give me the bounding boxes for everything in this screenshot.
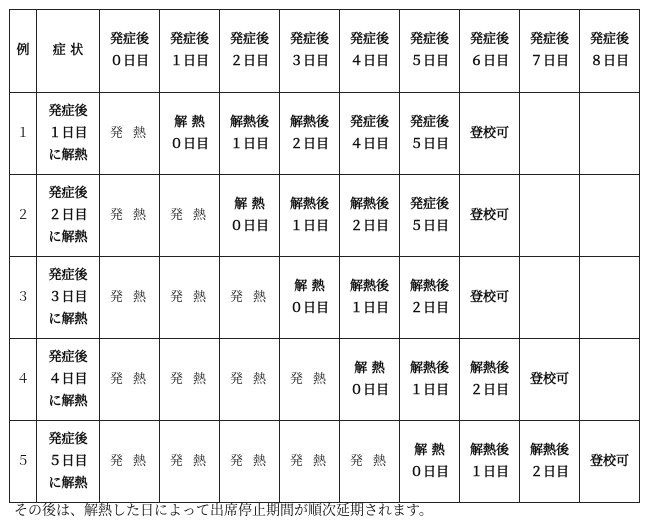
header-day-4 <box>340 10 400 93</box>
example-number: ４ <box>10 339 37 421</box>
attendance-suspension-table <box>9 9 640 503</box>
table-row <box>10 257 640 339</box>
fever-cell <box>220 421 280 503</box>
cell-line: 発 熱 <box>109 371 150 387</box>
cell-line: 発 熱 <box>229 453 270 469</box>
cell-line: 発症後 <box>229 32 269 47</box>
cell-line: １日目 <box>289 218 329 234</box>
table-row <box>10 421 640 503</box>
header-day-1 <box>160 10 220 93</box>
header-day-0 <box>100 10 160 93</box>
cell-line: 発症後 <box>469 32 509 47</box>
cell-line: 発 熱 <box>169 371 210 387</box>
status-cell <box>520 339 580 421</box>
cell-line: 発症後 <box>589 32 629 47</box>
status-cell <box>580 421 640 503</box>
cell-line: 解 熱 <box>234 196 265 212</box>
status-cell <box>340 339 400 421</box>
cell-line: ７日目 <box>529 54 569 69</box>
status-cell <box>460 421 520 503</box>
cell-line: 発 熱 <box>289 371 330 387</box>
cell-line: 登校可 <box>529 371 569 387</box>
cell-line: 解 熱 <box>354 360 385 376</box>
cell-line: ４日目 <box>48 371 88 387</box>
fever-cell <box>220 257 280 339</box>
cell-line: 解熱後 <box>529 442 569 458</box>
cell-line: １日目 <box>169 54 209 69</box>
status-cell <box>280 257 340 339</box>
cell-line: 登校可 <box>469 207 509 223</box>
empty-cell <box>580 339 640 421</box>
example-number: ３ <box>10 257 37 339</box>
status-cell <box>220 175 280 257</box>
cell-line: ０日目 <box>169 136 209 152</box>
symptom-cell <box>37 339 100 421</box>
cell-line: 発症後 <box>529 32 569 47</box>
fever-cell <box>340 421 400 503</box>
cell-line: 解 熱 <box>174 114 205 130</box>
cell-line: ５日目 <box>409 136 449 152</box>
cell-line: 解熱後 <box>409 360 449 376</box>
cell-line: に解熱 <box>48 229 88 245</box>
fever-cell <box>160 339 220 421</box>
cell-line: 解熱後 <box>289 196 329 212</box>
fever-cell <box>100 93 160 175</box>
cell-line: 発症後 <box>349 114 389 130</box>
cell-line: ０日目 <box>349 382 389 398</box>
cell-line: ３日目 <box>289 54 329 69</box>
cell-line: 登校可 <box>589 453 629 469</box>
status-cell <box>340 93 400 175</box>
status-cell <box>400 421 460 503</box>
fever-cell <box>160 421 220 503</box>
fever-cell <box>280 421 340 503</box>
status-cell <box>460 93 520 175</box>
header-row <box>10 10 640 93</box>
fever-cell <box>100 421 160 503</box>
cell-line: 登校可 <box>469 125 509 141</box>
cell-line: 発症後 <box>289 32 329 47</box>
example-number: ５ <box>10 421 37 503</box>
fever-cell <box>100 339 160 421</box>
cell-line: ２日目 <box>469 382 509 398</box>
status-cell <box>280 93 340 175</box>
cell-line: 解熱後 <box>469 360 509 376</box>
cell-line: ３日目 <box>48 289 88 305</box>
cell-line: 発症後 <box>409 32 449 47</box>
fever-cell <box>100 257 160 339</box>
fever-cell <box>160 257 220 339</box>
cell-line: １日目 <box>48 125 88 141</box>
cell-line: 解熱後 <box>289 114 329 130</box>
header-day-2 <box>220 10 280 93</box>
cell-line: 発 熱 <box>289 453 330 469</box>
table-row <box>10 339 640 421</box>
cell-line: に解熱 <box>48 475 88 491</box>
cell-line: 解熱後 <box>409 278 449 294</box>
cell-line: １日目 <box>349 300 389 316</box>
header-day-5 <box>400 10 460 93</box>
cell-line: 解熱後 <box>349 196 389 212</box>
table-body <box>10 10 640 503</box>
cell-line: 発症後 <box>409 196 449 212</box>
example-number: ２ <box>10 175 37 257</box>
cell-line: 発症後 <box>169 32 209 47</box>
cell-line: ５日目 <box>409 218 449 234</box>
header-day-7 <box>520 10 580 93</box>
status-cell <box>400 339 460 421</box>
status-cell <box>460 339 520 421</box>
symptom-cell <box>37 175 100 257</box>
cell-line: 解 熱 <box>414 442 445 458</box>
status-cell <box>340 257 400 339</box>
header-day-6 <box>460 10 520 93</box>
header-example: 例 <box>10 10 37 93</box>
cell-line: 発症後 <box>48 185 88 201</box>
cell-line: 解熱後 <box>349 278 389 294</box>
header-day-8 <box>580 10 640 93</box>
fever-cell <box>100 175 160 257</box>
status-cell <box>400 257 460 339</box>
table-row <box>10 175 640 257</box>
status-cell <box>340 175 400 257</box>
symptom-cell <box>37 93 100 175</box>
cell-line: に解熱 <box>48 311 88 327</box>
table-row <box>10 93 640 175</box>
cell-line: に解熱 <box>48 393 88 409</box>
header-day-3 <box>280 10 340 93</box>
status-cell <box>460 257 520 339</box>
status-cell <box>280 175 340 257</box>
cell-line: 発症後 <box>48 349 88 365</box>
cell-line: 発症後 <box>48 103 88 119</box>
cell-line: 発 熱 <box>229 371 270 387</box>
empty-cell <box>520 175 580 257</box>
empty-cell <box>520 93 580 175</box>
cell-line: ０日目 <box>409 464 449 480</box>
cell-line: に解熱 <box>48 147 88 163</box>
cell-line: ２日目 <box>48 207 88 223</box>
cell-line: 解熱後 <box>469 442 509 458</box>
cell-line: 発 熱 <box>109 125 150 141</box>
cell-line: 発 熱 <box>229 289 270 305</box>
header-symptom: 症 状 <box>37 10 100 93</box>
cell-line: １日目 <box>409 382 449 398</box>
cell-line: 発症後 <box>409 114 449 130</box>
cell-line: ０日目 <box>229 218 269 234</box>
cell-line: 発 熱 <box>169 289 210 305</box>
cell-line: １日目 <box>229 136 269 152</box>
cell-line: 発 熱 <box>109 289 150 305</box>
cell-line: 解 熱 <box>294 278 325 294</box>
cell-line: 登校可 <box>469 289 509 305</box>
fever-cell <box>280 339 340 421</box>
fever-cell <box>160 175 220 257</box>
cell-line: 発症後 <box>48 267 88 283</box>
cell-line: 発症後 <box>349 32 389 47</box>
cell-line: 発症後 <box>109 32 149 47</box>
cell-line: 発 熱 <box>349 453 390 469</box>
cell-line: ６日目 <box>469 54 509 69</box>
cell-line: ２日目 <box>229 54 269 69</box>
empty-cell <box>520 257 580 339</box>
example-number: １ <box>10 93 37 175</box>
cell-line: ２日目 <box>529 464 569 480</box>
symptom-cell <box>37 257 100 339</box>
cell-line: ０日目 <box>109 54 149 69</box>
cell-line: 発 熱 <box>109 453 150 469</box>
cell-line: ２日目 <box>289 136 329 152</box>
cell-line: 発症後 <box>48 431 88 447</box>
cell-line: ２日目 <box>409 300 449 316</box>
cell-line: １日目 <box>469 464 509 480</box>
status-cell <box>220 93 280 175</box>
cell-line: ２日目 <box>349 218 389 234</box>
symptom-cell <box>37 421 100 503</box>
cell-line: ４日目 <box>349 136 389 152</box>
cell-line: ４日目 <box>349 54 389 69</box>
cell-line: 発 熱 <box>169 207 210 223</box>
status-cell <box>460 175 520 257</box>
cell-line: ５日目 <box>48 453 88 469</box>
empty-cell <box>580 175 640 257</box>
cell-line: ０日目 <box>289 300 329 316</box>
fever-cell <box>220 339 280 421</box>
cell-line: 解熱後 <box>229 114 269 130</box>
footnote: その後は、解熱した日によって出席停止期間が順次延期されます。 <box>14 503 433 519</box>
cell-line: 発 熱 <box>169 453 210 469</box>
status-cell <box>400 175 460 257</box>
empty-cell <box>580 257 640 339</box>
cell-line: ８日目 <box>589 54 629 69</box>
cell-line: ５日目 <box>409 54 449 69</box>
cell-line: 発 熱 <box>109 207 150 223</box>
status-cell <box>160 93 220 175</box>
status-cell <box>400 93 460 175</box>
empty-cell <box>580 93 640 175</box>
status-cell <box>520 421 580 503</box>
